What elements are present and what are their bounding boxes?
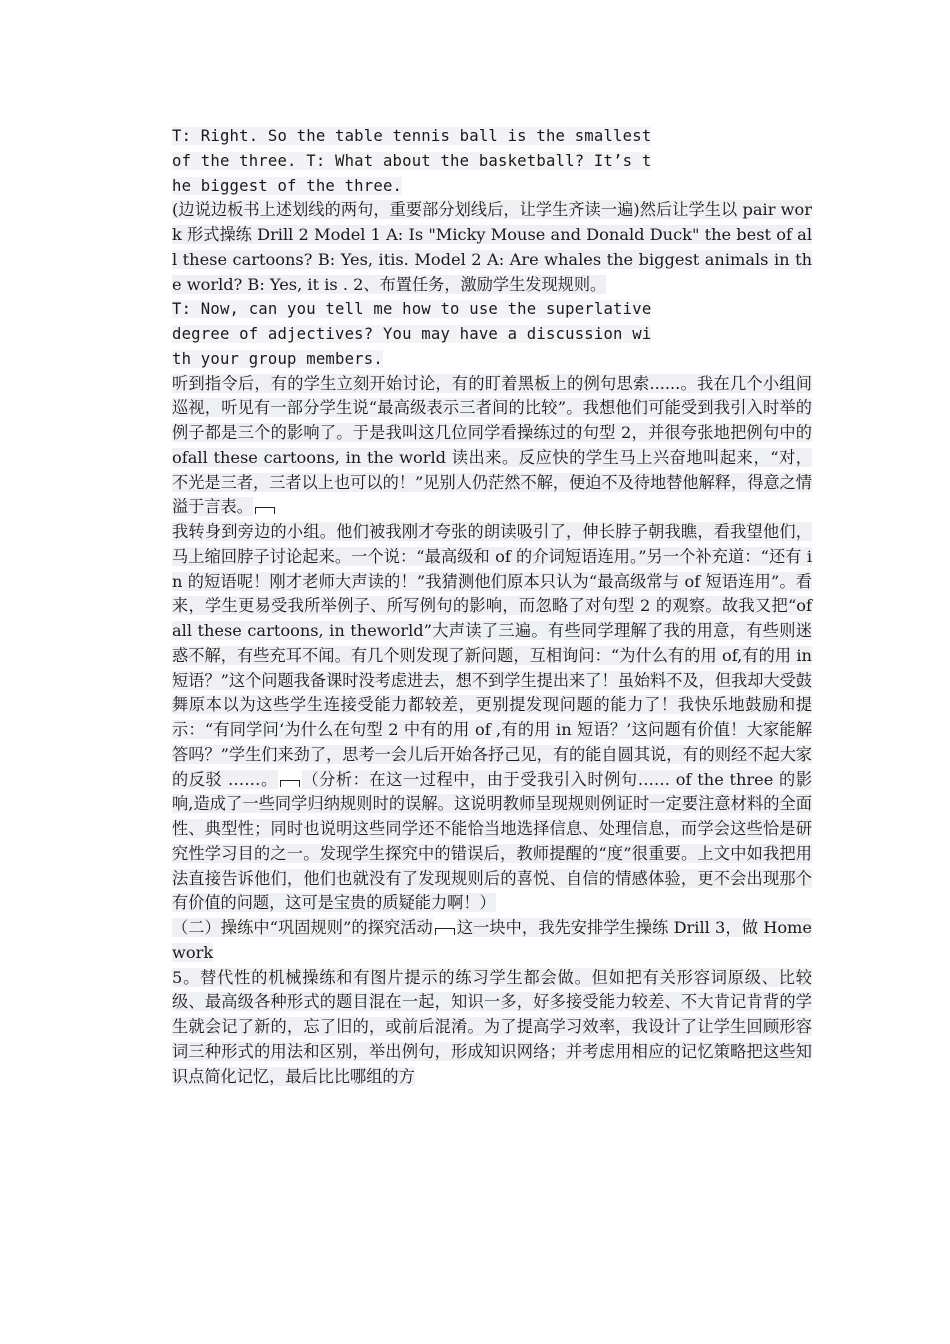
placeholder-mark-icon [255, 507, 275, 514]
placeholder-mark-icon [435, 928, 455, 935]
paragraph-drill-instructions [172, 198, 812, 297]
paragraph-student-discussion [172, 372, 812, 521]
paragraph-text: 听到指令后，有的学生立刻开始讨论，有的盯着黑板上的例句思索......。我在几个小组间巡视，听见有一部分学生说“最高级表示三者间的比较”。我想他们可能受到我引入时举的例子都是三个的影响了。于是我叫这几位同学看操练过的句型 2，并很夸张地把例句中的 ofall these cartoons, in the world 读出来。反应快的学生马上兴奋地叫起来，“对，不光是三者，三者以上也可以的！”见别人仍茫然不解，便迫不及待地替他解释，得意之情溢于言表。 [172, 373, 812, 517]
document-page [172, 124, 812, 1089]
paragraph-text: (边说边板书上述划线的两句，重要部分划线后，让学生齐读一遍)然后让学生以 pair work 形式操练 Drill 2 Model 1 A: Is "Micky Mouse and Donald Duck" the best of all these cartoons? B: Yes, itis. Model 2 A: Are whales the biggest animals in the world? B: Yes, it is . 2、布置任务，激励学生发现规则。 [172, 200, 812, 294]
paragraph-english-task [172, 297, 657, 371]
paragraph-group-observation [172, 520, 812, 916]
paragraph-text: 5。替代性的机械操练和有图片提示的练习学生都会做。但如把有关形容词原级、比较级、最高级各种形式的题目混在一起，知识一多，好多接受能力较差、不大肯记肯背的学生就会记了新的，忘了旧的，或前后混淆。为了提高学习效率，我设计了让学生回顾形容词三种形式的用法和区别，举出例句，形成知识网络；并考虑用相应的记忆策略把这些知识点简化记忆，最后比比哪组的方 [172, 967, 812, 1086]
placeholder-mark-icon [280, 780, 300, 787]
paragraph-english-dialogue [172, 124, 657, 198]
paragraph-section-heading [172, 916, 812, 966]
paragraph-text: T: Right. So the table tennis ball is the smallest of the three. T: What about the basketball? It’s the biggest of the three. [172, 127, 652, 195]
section-heading-text: （二）操练中“巩固规则”的探究活动 [172, 918, 433, 937]
paragraph-text: 我转身到旁边的小组。他们被我刚才夸张的朗读吸引了，伸长脖子朝我瞧，看我望他们，马上缩回脖子讨论起来。一个说：“最高级和 of 的介词短语连用。”另一个补充道：“还有 in 的短语呢！刚才老师大声读的！”我猜测他们原本只认为“最高级常与 of 短语连用”。看来，学生更易受我所举例子、所写例句的影响，而忽略了对句型 2 的观察。故我又把“of all these cartoons, in theworld”大声读了三遍。有些同学理解了我的用意，有些则迷惑不解，有些充耳不闻。有几个则发现了新问题，互相询问：“为什么有的用 of,有的用 in 短语？”这个问题我备课时没考虑进去，想不到学生提出来了！虽始料不及，但我却大受鼓舞原本以为这些学生连接受能力都较差，更别提发现问题的能力了！我快乐地鼓励和提示：“有同学问‘为什么在句型 2 中有的用 of ,有的用 in 短语？’这问题有价值！大家能解答吗？”学生们来劲了，思考一会儿后开始各抒己见，有的能自圆其说，有的则经不起大家的反驳 ……。 [172, 522, 812, 789]
paragraph-text: T: Now, can you tell me how to use the superlative degree of adjectives? You may have a discussion with your group members. [172, 300, 652, 368]
paragraph-analysis-text: （分析：在这一过程中，由于受我引入时例句…… of the three 的影响,造成了一些同学归纳规则时的误解。这说明教师呈现规则例证时一定要注意材料的全面性、典型性；同时也说明这些同学还不能恰当地选择信息、处理信息，而学会这些恰是研究性学习目的之一。发现学生探究中的错误后，教师提醒的“度”很重要。上文中如我把用法直接告诉他们，他们也就没有了发现规则后的喜悦、自信的情感体验，更不会出现那个有价值的问题，这可是宝贵的质疑能力啊！） [172, 769, 813, 913]
paragraph-text: 这一块中，我先安排学生操练 Drill 3，做 Homework [172, 918, 812, 962]
paragraph-practice-design [172, 966, 812, 1090]
